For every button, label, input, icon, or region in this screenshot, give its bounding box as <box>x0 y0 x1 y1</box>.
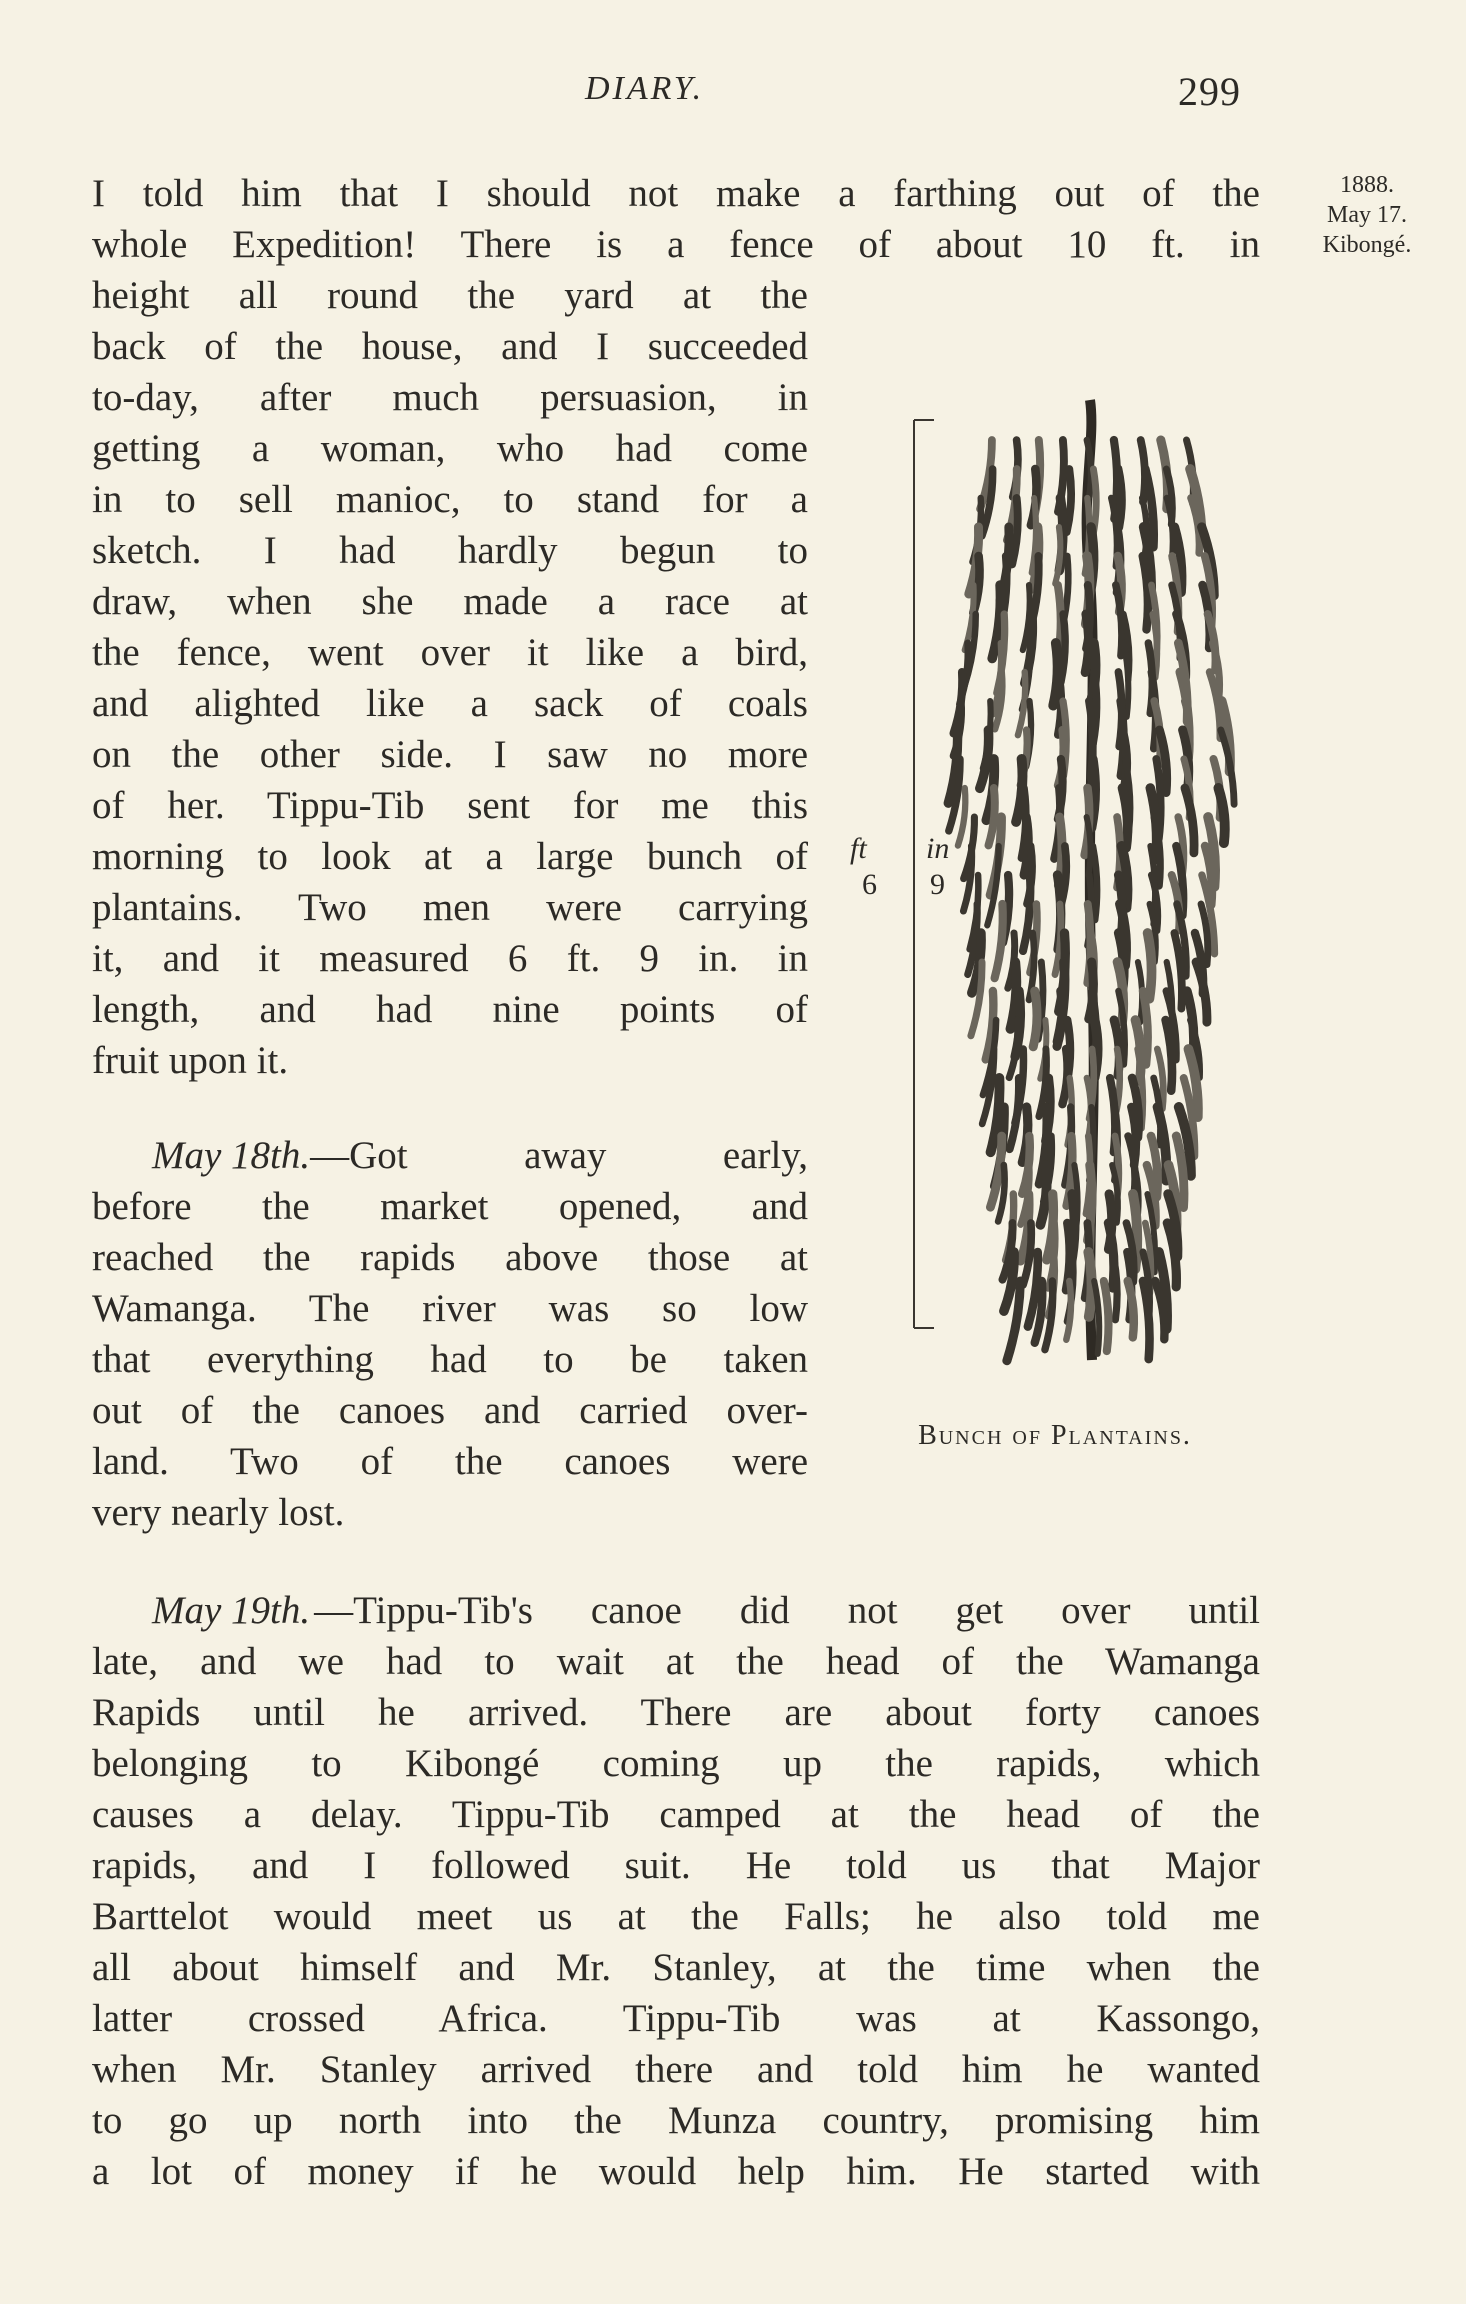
text-line: causes a delay. Tippu-Tib camped at the head of the <box>92 1793 1260 1836</box>
text-line: sketch. I had hardly begun to <box>92 529 808 572</box>
plantain-finger <box>1023 875 1030 951</box>
text-line: height all round the yard at the <box>92 274 808 317</box>
text-line: fruit upon it. <box>92 1039 289 1082</box>
measure-ft-label: ft <box>850 832 867 865</box>
text-line: to go up north into the Munza country, promising him <box>92 2099 1260 2142</box>
text-line: latter crossed Africa. Tippu-Tib was at Kassongo, <box>92 1997 1260 2040</box>
margin-note <box>1292 170 1442 260</box>
text-line: getting a woman, who had come <box>92 427 808 470</box>
margin-note-date: May 17. <box>1327 202 1407 228</box>
plantain-finger <box>1218 788 1224 843</box>
measure-in-label: in <box>926 832 950 865</box>
margin-note-place: Kibongé. <box>1322 232 1412 258</box>
text-line: May 18th. —Got away early, <box>92 1130 808 1181</box>
plantain-finger <box>1055 527 1060 584</box>
text-line: belonging to Kibongé coming up the rapids, which <box>92 1742 1260 1785</box>
plantain-finger <box>1174 933 1182 1009</box>
plantain-finger <box>1010 1078 1019 1149</box>
figure-caption: Bunch of Plantains. <box>918 1420 1192 1451</box>
text-line: reached the rapids above those at <box>92 1236 808 1279</box>
text-line: May 19th. —Tippu-Tib's canoe did not get over until <box>92 1585 1260 1636</box>
text-line: Rapids until he arrived. There are about forty canoes <box>92 1691 1260 1734</box>
text-line: in to sell manioc, to stand for a <box>92 478 808 521</box>
text-line: Barttelot would meet us at the Falls; he also told me <box>92 1895 1260 1938</box>
plantain-finger <box>1148 933 1152 999</box>
text-line: morning to look at a large bunch of <box>92 835 808 878</box>
measure-in-value: 9 <box>930 868 945 901</box>
plantain-finger <box>1143 556 1148 630</box>
text-line: length, and had nine points of <box>92 988 808 1031</box>
text-line: back of the house, and I succeeded <box>92 325 808 368</box>
text-line: out of the canoes and carried over- <box>92 1389 808 1432</box>
text-line: whole Expedition! There is a fence of about 10 ft. in <box>92 223 1260 266</box>
plantain-bunch-drawing <box>840 380 1260 1400</box>
plantain-finger <box>1104 1281 1109 1351</box>
text-line: Wamanga. The river was so low <box>92 1287 808 1330</box>
text-line: plantains. Two men were carrying <box>92 886 808 929</box>
plantain-fingers <box>948 440 1234 1361</box>
text-line: that everything had to be taken <box>92 1338 808 1381</box>
plantain-finger <box>1143 1281 1150 1359</box>
text-line: when Mr. Stanley arrived there and told him he wanted <box>92 2048 1260 2091</box>
plantain-finger <box>1088 1252 1091 1317</box>
measure-ft-value: 6 <box>862 868 877 901</box>
text-line: it, and it measured 6 ft. 9 in. in <box>92 937 808 980</box>
plantain-finger <box>1062 1049 1067 1104</box>
text-line: a lot of money if he would help him. He started with <box>92 2150 1260 2193</box>
entry-date: May 18th. <box>152 1134 311 1177</box>
text-line: very nearly lost. <box>92 1491 345 1534</box>
text-line: of her. Tippu-Tib sent for me this <box>92 784 808 827</box>
plantain-finger <box>1033 991 1037 1047</box>
plantain-finger <box>1057 991 1062 1046</box>
plantain-finger <box>980 730 989 788</box>
plantain-finger <box>995 904 1003 978</box>
text-line: before the market opened, and <box>92 1185 808 1228</box>
plantain-finger <box>1085 614 1088 673</box>
text-line: and alighted like a sack of coals <box>92 682 808 725</box>
plantain-illustration <box>840 380 1260 1400</box>
running-title: DIARY. <box>585 70 705 107</box>
text-line: the fence, went over it like a bird, <box>92 631 808 674</box>
text-line: late, and we had to wait at the head of the Wamanga <box>92 1640 1260 1683</box>
text-line: land. Two of the canoes were <box>92 1440 808 1483</box>
text-line: rapids, and I followed suit. He told us that Major <box>92 1844 1260 1887</box>
page-number: 299 <box>1178 69 1241 114</box>
text-line: I told him that I should not make a farthing out of the <box>92 172 1260 215</box>
entry-date: May 19th. <box>152 1589 311 1632</box>
text-line: draw, when she made a race at <box>92 580 808 623</box>
margin-note-year: 1888. <box>1340 172 1394 198</box>
text-line: on the other side. I saw no more <box>92 733 808 776</box>
text-line: to-day, after much persuasion, in <box>92 376 808 419</box>
text-line: all about himself and Mr. Stanley, at the time when the <box>92 1946 1260 1989</box>
plantain-finger <box>1166 1020 1172 1091</box>
